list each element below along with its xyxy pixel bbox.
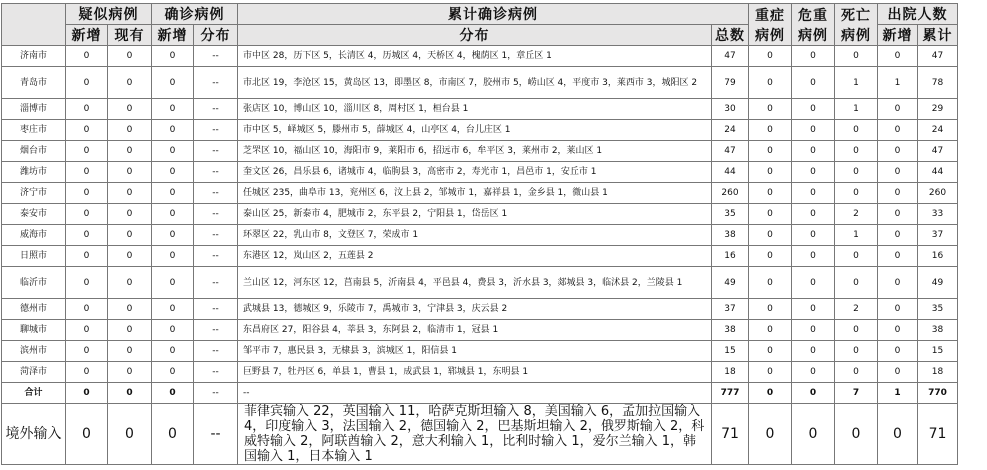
header-confirmed-distribution: 分布 (194, 25, 238, 46)
critical-cell: 0 (792, 404, 835, 465)
cumulative-total-cell: 15 (712, 341, 749, 362)
confirmed-new-cell: 0 (152, 320, 194, 341)
severe-cell: 0 (749, 141, 792, 162)
cumulative-total-cell: 18 (712, 362, 749, 383)
city-name: 枣庄市 (2, 120, 66, 141)
severe-cell: 0 (749, 362, 792, 383)
critical-cell: 0 (792, 383, 835, 404)
cumulative-total-cell: 260 (712, 183, 749, 204)
discharged-new-cell: 0 (878, 341, 918, 362)
city-name: 德州市 (2, 299, 66, 320)
header-cumulative-total: 总数 (712, 25, 749, 46)
confirmed-distribution-cell: -- (194, 120, 238, 141)
discharged-cumulative-cell: 18 (918, 362, 958, 383)
discharged-cumulative-cell: 29 (918, 99, 958, 120)
confirmed-new-cell: 0 (152, 67, 194, 99)
city-name: 济南市 (2, 46, 66, 67)
death-cell: 0 (835, 183, 878, 204)
suspected-existing-cell: 0 (108, 99, 152, 120)
suspected-existing-cell: 0 (108, 46, 152, 67)
cumulative-total-cell: 47 (712, 141, 749, 162)
header-cumulative: 累计确诊病例 (238, 4, 749, 25)
cumulative-distribution-cell: 市中区 28，历下区 5，长清区 4，历城区 4，天桥区 4，槐荫区 1，章丘区 1 (238, 46, 712, 67)
city-name: 济宁市 (2, 183, 66, 204)
discharged-new-cell: 0 (878, 183, 918, 204)
cumulative-total-cell: 24 (712, 120, 749, 141)
table-row (2, 383, 958, 404)
critical-cell: 0 (792, 162, 835, 183)
suspected-new-cell: 0 (66, 341, 108, 362)
suspected-existing-cell: 0 (108, 404, 152, 465)
suspected-new-cell: 0 (66, 183, 108, 204)
city-name: 潍坊市 (2, 162, 66, 183)
suspected-existing-cell: 0 (108, 120, 152, 141)
suspected-existing-cell: 0 (108, 67, 152, 99)
confirmed-distribution-cell: -- (194, 267, 238, 299)
city-name: 滨州市 (2, 341, 66, 362)
confirmed-distribution-cell: -- (194, 204, 238, 225)
confirmed-distribution-cell: -- (194, 46, 238, 67)
discharged-new-cell: 0 (878, 162, 918, 183)
severe-cell: 0 (749, 267, 792, 299)
discharged-cumulative-cell: 260 (918, 183, 958, 204)
city-name: 威海市 (2, 225, 66, 246)
discharged-cumulative-cell: 49 (918, 267, 958, 299)
suspected-new-cell: 0 (66, 267, 108, 299)
cumulative-distribution-cell: 东港区 12，岚山区 2，五莲县 2 (238, 246, 712, 267)
severe-cell: 0 (749, 162, 792, 183)
cumulative-distribution-cell: 芝罘区 10，福山区 10，海阳市 9，莱阳市 6，招远市 6，牟平区 3，莱州市 2，莱山区 1 (238, 141, 712, 162)
severe-cell: 0 (749, 46, 792, 67)
table-header (2, 4, 958, 46)
city-name: 菏泽市 (2, 362, 66, 383)
confirmed-distribution-cell: -- (194, 99, 238, 120)
suspected-new-cell: 0 (66, 141, 108, 162)
city-name: 烟台市 (2, 141, 66, 162)
covid-case-table-wrapper (1, 3, 958, 465)
cumulative-total-cell: 30 (712, 99, 749, 120)
header-discharged: 出院人数 (878, 4, 958, 25)
death-cell: 1 (835, 99, 878, 120)
discharged-new-cell: 0 (878, 141, 918, 162)
discharged-cumulative-cell: 71 (918, 404, 958, 465)
death-cell: 2 (835, 299, 878, 320)
city-name: 境外输入 (2, 404, 66, 465)
cumulative-distribution-cell: 环翠区 22，乳山市 8，文登区 7，荣成市 1 (238, 225, 712, 246)
discharged-new-cell: 0 (878, 404, 918, 465)
severe-cell: 0 (749, 341, 792, 362)
severe-cell: 0 (749, 320, 792, 341)
discharged-cumulative-cell: 47 (918, 46, 958, 67)
city-name: 合计 (2, 383, 66, 404)
table-row (2, 141, 958, 162)
discharged-new-cell: 0 (878, 204, 918, 225)
confirmed-new-cell: 0 (152, 299, 194, 320)
critical-cell: 0 (792, 362, 835, 383)
cumulative-distribution-cell: 兰山区 12，河东区 12，莒南县 5，沂南县 4，平邑县 4，费县 3，沂水县 3，郯城县 3，临沭县 2，兰陵县 1 (238, 267, 712, 299)
cumulative-distribution-cell: 东昌府区 27，阳谷县 4，莘县 3，东阿县 2，临清市 1，冠县 1 (238, 320, 712, 341)
death-cell: 1 (835, 225, 878, 246)
city-name: 日照市 (2, 246, 66, 267)
suspected-existing-cell: 0 (108, 341, 152, 362)
cumulative-total-cell: 79 (712, 67, 749, 99)
cumulative-distribution-cell: 武城县 13，德城区 9，乐陵市 7，禹城市 3，宁津县 3，庆云县 2 (238, 299, 712, 320)
city-name: 临沂市 (2, 267, 66, 299)
confirmed-distribution-cell: -- (194, 320, 238, 341)
table-row (2, 67, 958, 99)
death-cell: 0 (835, 362, 878, 383)
table-row (2, 341, 958, 362)
suspected-new-cell: 0 (66, 225, 108, 246)
confirmed-new-cell: 0 (152, 267, 194, 299)
confirmed-distribution-cell: -- (194, 141, 238, 162)
cumulative-total-cell: 35 (712, 204, 749, 225)
severe-cell: 0 (749, 299, 792, 320)
confirmed-new-cell: 0 (152, 183, 194, 204)
city-name: 聊城市 (2, 320, 66, 341)
discharged-cumulative-cell: 38 (918, 320, 958, 341)
confirmed-distribution-cell: -- (194, 341, 238, 362)
confirmed-distribution-cell: -- (194, 183, 238, 204)
confirmed-new-cell: 0 (152, 120, 194, 141)
confirmed-new-cell: 0 (152, 46, 194, 67)
suspected-existing-cell: 0 (108, 162, 152, 183)
suspected-new-cell: 0 (66, 404, 108, 465)
cumulative-distribution-cell: 任城区 235，曲阜市 13，兖州区 6，汶上县 2，邹城市 1，嘉祥县 1，金乡县 1，微山县 1 (238, 183, 712, 204)
discharged-cumulative-cell: 78 (918, 67, 958, 99)
severe-cell: 0 (749, 99, 792, 120)
death-cell: 1 (835, 67, 878, 99)
confirmed-new-cell: 0 (152, 246, 194, 267)
suspected-new-cell: 0 (66, 246, 108, 267)
suspected-new-cell: 0 (66, 362, 108, 383)
city-name: 泰安市 (2, 204, 66, 225)
cumulative-total-cell: 777 (712, 383, 749, 404)
confirmed-new-cell: 0 (152, 99, 194, 120)
cumulative-total-cell: 71 (712, 404, 749, 465)
suspected-existing-cell: 0 (108, 383, 152, 404)
discharged-new-cell: 0 (878, 267, 918, 299)
cumulative-distribution-cell: 市北区 19，李沧区 15，黄岛区 13，即墨区 8，市南区 7，胶州市 5，崂山区 4，平度市 3，莱西市 3，城阳区 2 (238, 67, 712, 99)
discharged-cumulative-cell: 47 (918, 141, 958, 162)
suspected-new-cell: 0 (66, 120, 108, 141)
confirmed-distribution-cell: -- (194, 299, 238, 320)
discharged-new-cell: 0 (878, 46, 918, 67)
confirmed-new-cell: 0 (152, 141, 194, 162)
suspected-new-cell: 0 (66, 67, 108, 99)
cumulative-distribution-cell: -- (238, 383, 712, 404)
death-cell: 0 (835, 120, 878, 141)
critical-cell: 0 (792, 246, 835, 267)
cumulative-total-cell: 38 (712, 320, 749, 341)
table-row (2, 120, 958, 141)
header-cumulative-distribution: 分布 (238, 25, 712, 46)
discharged-cumulative-cell: 37 (918, 225, 958, 246)
header-discharged-new: 新增 (878, 25, 918, 46)
death-cell: 0 (835, 246, 878, 267)
confirmed-new-cell: 0 (152, 341, 194, 362)
death-cell: 0 (835, 162, 878, 183)
covid-case-table (1, 3, 958, 465)
discharged-new-cell: 1 (878, 67, 918, 99)
death-cell: 0 (835, 341, 878, 362)
severe-cell: 0 (749, 183, 792, 204)
discharged-new-cell: 0 (878, 246, 918, 267)
critical-cell: 0 (792, 120, 835, 141)
suspected-existing-cell: 0 (108, 299, 152, 320)
suspected-existing-cell: 0 (108, 225, 152, 246)
severe-cell: 0 (749, 246, 792, 267)
death-cell: 0 (835, 404, 878, 465)
confirmed-new-cell: 0 (152, 362, 194, 383)
confirmed-distribution-cell: -- (194, 225, 238, 246)
table-row (2, 267, 958, 299)
cumulative-distribution-cell: 邹平市 7，惠民县 3，无棣县 3，滨城区 1，阳信县 1 (238, 341, 712, 362)
discharged-new-cell: 0 (878, 120, 918, 141)
table-row (2, 299, 958, 320)
suspected-new-cell: 0 (66, 99, 108, 120)
suspected-new-cell: 0 (66, 299, 108, 320)
discharged-cumulative-cell: 15 (918, 341, 958, 362)
critical-cell: 0 (792, 67, 835, 99)
severe-cell: 0 (749, 404, 792, 465)
suspected-existing-cell: 0 (108, 320, 152, 341)
discharged-new-cell: 0 (878, 299, 918, 320)
discharged-new-cell: 0 (878, 99, 918, 120)
table-row (2, 204, 958, 225)
table-row (2, 320, 958, 341)
severe-cell: 0 (749, 383, 792, 404)
critical-cell: 0 (792, 141, 835, 162)
cumulative-total-cell: 47 (712, 46, 749, 67)
death-cell: 0 (835, 141, 878, 162)
confirmed-new-cell: 0 (152, 162, 194, 183)
table-body (2, 46, 958, 465)
cumulative-distribution-cell: 市中区 5，峄城区 5，滕州市 5，薛城区 4，山亭区 4，台儿庄区 1 (238, 120, 712, 141)
suspected-new-cell: 0 (66, 383, 108, 404)
confirmed-new-cell: 0 (152, 383, 194, 404)
death-cell: 2 (835, 204, 878, 225)
critical-cell: 0 (792, 320, 835, 341)
death-cell: 0 (835, 46, 878, 67)
table-row (2, 162, 958, 183)
header-discharged-cumulative: 累计 (918, 25, 958, 46)
discharged-cumulative-cell: 44 (918, 162, 958, 183)
header-confirmed: 确诊病例 (152, 4, 238, 25)
confirmed-new-cell: 0 (152, 204, 194, 225)
table-row (2, 183, 958, 204)
city-name: 青岛市 (2, 67, 66, 99)
discharged-new-cell: 1 (878, 383, 918, 404)
discharged-cumulative-cell: 35 (918, 299, 958, 320)
suspected-existing-cell: 0 (108, 204, 152, 225)
severe-cell: 0 (749, 67, 792, 99)
suspected-new-cell: 0 (66, 204, 108, 225)
death-cell: 0 (835, 320, 878, 341)
critical-cell: 0 (792, 204, 835, 225)
discharged-cumulative-cell: 16 (918, 246, 958, 267)
discharged-cumulative-cell: 24 (918, 120, 958, 141)
discharged-cumulative-cell: 33 (918, 204, 958, 225)
table-row (2, 404, 958, 465)
critical-cell: 0 (792, 99, 835, 120)
death-cell: 7 (835, 383, 878, 404)
cumulative-distribution-cell: 张店区 10，博山区 10，淄川区 8，周村区 1，桓台县 1 (238, 99, 712, 120)
severe-cell: 0 (749, 204, 792, 225)
confirmed-distribution-cell: -- (194, 246, 238, 267)
cumulative-total-cell: 49 (712, 267, 749, 299)
header-suspected-new: 新增 (66, 25, 108, 46)
header-confirmed-new: 新增 (152, 25, 194, 46)
table-row (2, 225, 958, 246)
discharged-new-cell: 0 (878, 320, 918, 341)
suspected-existing-cell: 0 (108, 183, 152, 204)
header-severe: 重症病例 (749, 4, 792, 46)
death-cell: 0 (835, 267, 878, 299)
confirmed-new-cell: 0 (152, 225, 194, 246)
confirmed-distribution-cell: -- (194, 362, 238, 383)
critical-cell: 0 (792, 267, 835, 299)
header-death: 死亡病例 (835, 4, 878, 46)
header-suspected: 疑似病例 (66, 4, 152, 25)
discharged-new-cell: 0 (878, 225, 918, 246)
table-row (2, 362, 958, 383)
cumulative-distribution-cell: 菲律宾输入 22，英国输入 11，哈萨克斯坦输入 8，美国输入 6，孟加拉国输入 4，印度输入 3，法国输入 2，德国输入 2，巴基斯坦输入 2，俄罗斯输入 2，科威特输入 2，阿联酋输入 2，意大利输入 1，比利时输入 1，爱尔兰输入 1，韩国输入 1，日本输入 1 (238, 404, 712, 465)
corner-cell (2, 4, 66, 46)
suspected-existing-cell: 0 (108, 267, 152, 299)
suspected-new-cell: 0 (66, 320, 108, 341)
confirmed-distribution-cell: -- (194, 383, 238, 404)
suspected-existing-cell: 0 (108, 141, 152, 162)
header-suspected-existing: 现有 (108, 25, 152, 46)
discharged-cumulative-cell: 770 (918, 383, 958, 404)
confirmed-distribution-cell: -- (194, 162, 238, 183)
confirmed-new-cell: 0 (152, 404, 194, 465)
cumulative-total-cell: 37 (712, 299, 749, 320)
critical-cell: 0 (792, 183, 835, 204)
critical-cell: 0 (792, 341, 835, 362)
city-name: 淄博市 (2, 99, 66, 120)
cumulative-total-cell: 38 (712, 225, 749, 246)
cumulative-distribution-cell: 奎文区 26，昌乐县 6，诸城市 4，临朐县 3，高密市 2，寿光市 1，昌邑市 1，安丘市 1 (238, 162, 712, 183)
header-critical: 危重病例 (792, 4, 835, 46)
cumulative-distribution-cell: 巨野县 7，牡丹区 6，单县 1，曹县 1，成武县 1，郓城县 1，东明县 1 (238, 362, 712, 383)
discharged-new-cell: 0 (878, 362, 918, 383)
confirmed-distribution-cell: -- (194, 404, 238, 465)
suspected-existing-cell: 0 (108, 246, 152, 267)
suspected-existing-cell: 0 (108, 362, 152, 383)
table-row (2, 46, 958, 67)
severe-cell: 0 (749, 225, 792, 246)
critical-cell: 0 (792, 299, 835, 320)
confirmed-distribution-cell: -- (194, 67, 238, 99)
suspected-new-cell: 0 (66, 162, 108, 183)
severe-cell: 0 (749, 120, 792, 141)
critical-cell: 0 (792, 225, 835, 246)
cumulative-distribution-cell: 泰山区 25，新泰市 4，肥城市 2，东平县 2，宁阳县 1，岱岳区 1 (238, 204, 712, 225)
critical-cell: 0 (792, 46, 835, 67)
cumulative-total-cell: 44 (712, 162, 749, 183)
table-row (2, 99, 958, 120)
cumulative-total-cell: 16 (712, 246, 749, 267)
suspected-new-cell: 0 (66, 46, 108, 67)
table-row (2, 246, 958, 267)
